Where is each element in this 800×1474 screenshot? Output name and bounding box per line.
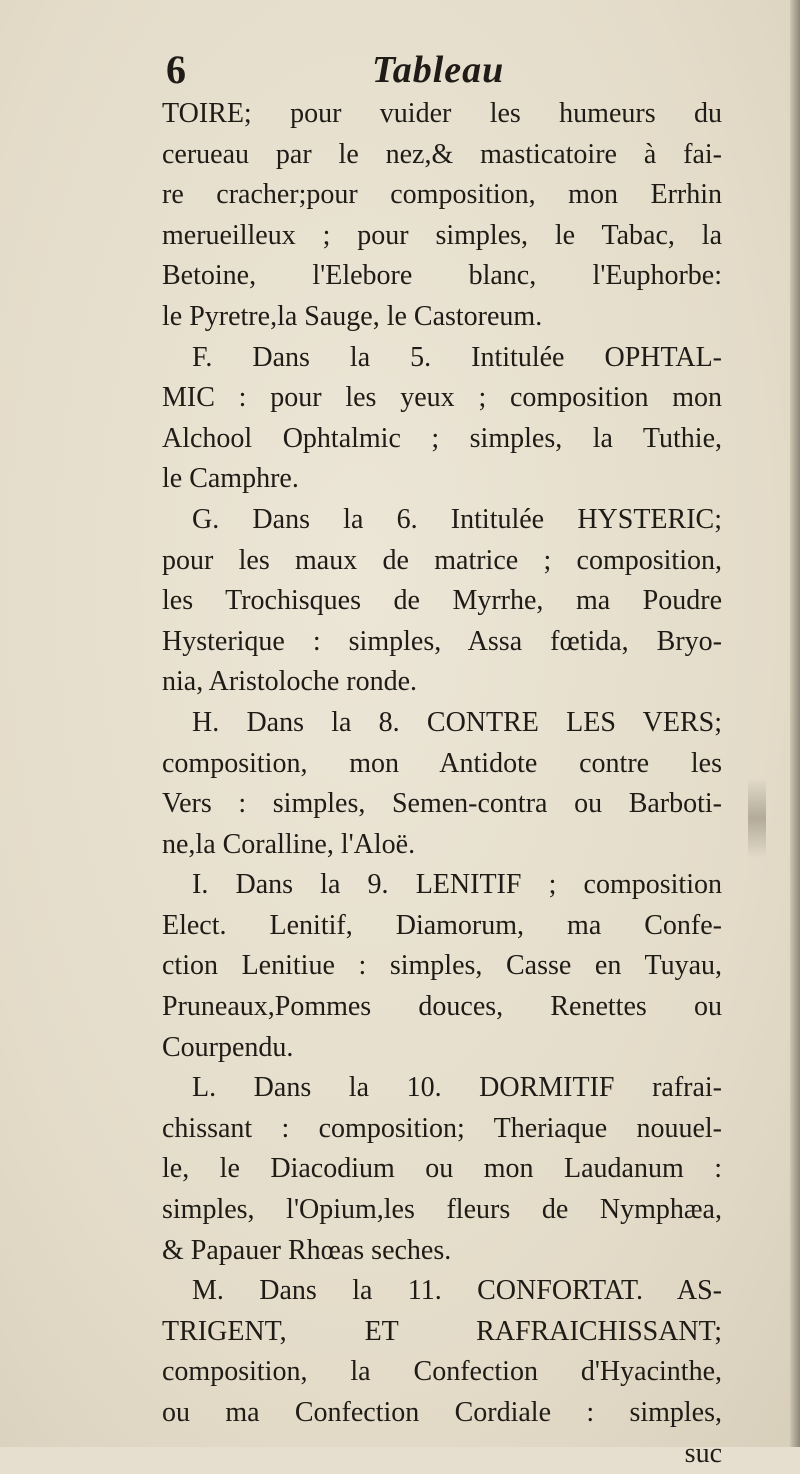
text-line: F. Dans la 5. Intitulée OPHTAL- <box>192 341 722 373</box>
text-line: TOIRE; pour vuider les humeurs du <box>162 98 722 129</box>
page-edge-shadow <box>790 0 800 1447</box>
text-line: les Trochisques de Myrrhe, ma Poudre <box>162 585 722 617</box>
text-line: Elect. Lenitif, Diamorum, ma Confe- <box>162 909 722 941</box>
text-line: I. Dans la 9. LENITIF ; composition <box>192 869 722 901</box>
text-line: H. Dans la 8. CONTRE LES VERS; <box>192 706 722 738</box>
text-line: G. Dans la 6. Intitulée HYSTERIC; <box>192 503 722 535</box>
text-line: ne,la Coralline, l'Aloë. <box>162 828 416 860</box>
text-line: MIC : pour les yeux ; composition mon <box>162 382 722 414</box>
body-text <box>162 94 722 1474</box>
text-line: Betoine, l'Elebore blanc, l'Euphorbe: <box>162 260 722 292</box>
page-number: 6 <box>166 47 186 92</box>
text-line: le Pyretre,la Sauge, le Castoreum. <box>162 300 543 332</box>
text-line: Courpendu. <box>162 1031 294 1063</box>
text-line: composition, la Confection d'Hyacinthe, <box>162 1356 722 1388</box>
text-line: composition, mon Antidote contre les <box>162 747 722 779</box>
text-line: simples, l'Opium,les fleurs de Nymphæa, <box>162 1194 722 1226</box>
text-line: le, le Diacodium ou mon Laudanum : <box>162 1153 722 1185</box>
text-line: Pruneaux,Pommes douces, Renettes ou <box>162 991 722 1023</box>
text-line: Alchool Ophtalmic ; simples, la Tuthie, <box>162 422 722 454</box>
text-line: Hysterique : simples, Assa fœtida, Bryo- <box>162 625 722 657</box>
text-line: Vers : simples, Semen-contra ou Barboti- <box>162 788 722 820</box>
page-header <box>0 46 800 96</box>
text-line: M. Dans la 11. CONFORTAT. AS- <box>192 1275 722 1307</box>
text-line: cerueau par le nez,& masticatoire à fai- <box>162 138 722 170</box>
ink-smudge <box>748 778 766 858</box>
text-line: re cracher;pour composition, mon Errhin <box>162 179 722 211</box>
text-line: ou ma Confection Cordiale : simples, <box>162 1397 722 1428</box>
text-line: & Papauer Rhœas seches. <box>162 1234 452 1266</box>
catchword: suc <box>684 1437 722 1469</box>
text-line: ction Lenitiue : simples, Casse en Tuyau, <box>162 950 722 982</box>
text-line: chissant : composition; Theriaque nouuel- <box>162 1112 722 1144</box>
text-line: nia, Aristoloche ronde. <box>162 666 418 698</box>
running-title: Tableau <box>372 49 505 91</box>
text-line: TRIGENT, ET RAFRAICHISSANT; <box>162 1315 722 1347</box>
text-line: pour les maux de matrice ; composition, <box>162 544 722 576</box>
text-line: merueilleux ; pour simples, le Tabac, la <box>162 219 722 251</box>
text-line: L. Dans la 10. DORMITIF rafrai- <box>192 1072 722 1104</box>
text-line: le Camphre. <box>162 463 299 495</box>
